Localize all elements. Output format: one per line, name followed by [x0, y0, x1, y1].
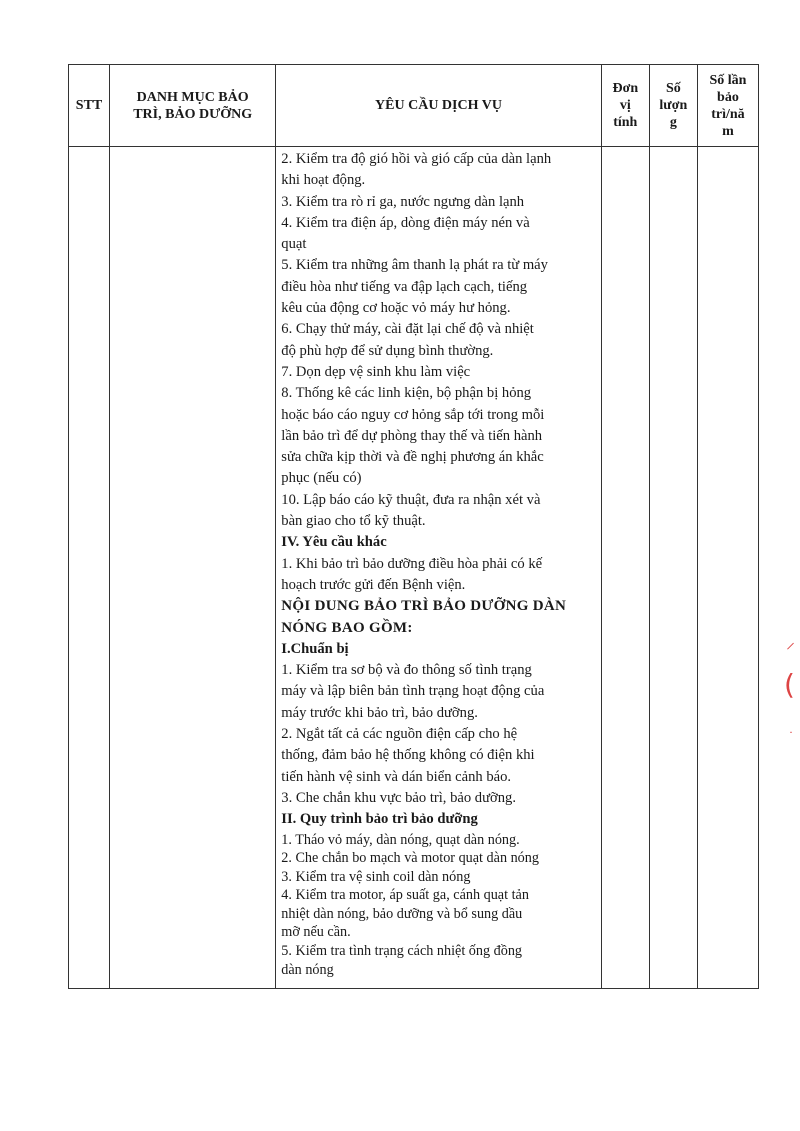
body-line: điều hòa như tiếng va đập lạch cạch, tiếng — [281, 278, 528, 295]
header-quantity-line-2: lượn — [659, 98, 688, 113]
section-title: II. Quy trình bảo trì bảo dưỡng — [281, 811, 478, 828]
body-line: 3. Che chắn khu vực bảo trì, bảo dưỡng. — [281, 789, 516, 806]
header-times-line-1: Số lần — [709, 72, 747, 88]
body-line: 8. Thống kê các linh kiện, bộ phận bị hỏng — [281, 385, 532, 402]
header-requirement: YÊU CẦU DỊCH VỤ — [276, 65, 601, 147]
cell-quantity — [649, 147, 697, 989]
stamp-mark-dot: ˙ — [788, 730, 794, 744]
section-title: IV. Yêu cầu khác — [281, 534, 387, 551]
body-line: lần bảo trì để dự phòng thay thế và tiến hành — [281, 427, 543, 444]
cell-times — [697, 147, 758, 989]
body-line: nhiệt dàn nóng, bảo dưỡng và bổ sung dầu — [281, 905, 523, 922]
body-line: thống, đảm bảo hệ thống không có điện khi — [281, 747, 535, 764]
body-line: 3. Kiểm tra rò rỉ ga, nước ngưng dàn lạnh — [281, 193, 525, 210]
body-line: 2. Kiểm tra độ gió hồi và gió cấp của dàn lạnh — [281, 151, 552, 167]
body-line: bàn giao cho tổ kỹ thuật. — [281, 513, 426, 530]
body-line: 2. Che chắn bo mạch và motor quạt dàn nóng — [281, 850, 539, 867]
outdoor-title-line-1: NỘI DUNG BẢO TRÌ BẢO DƯỠNG DÀN — [281, 598, 567, 615]
body-line: máy và lập biên bản tình trạng hoạt động của — [281, 683, 545, 700]
body-line: 6. Chạy thử máy, cài đặt lại chế độ và nhiệt — [281, 321, 534, 338]
body-line: tiến hành vệ sinh và dán biển cảnh báo. — [281, 768, 512, 785]
body-line: độ phù hợp để sử dụng bình thường. — [281, 342, 494, 359]
outdoor-title-line-2: NÓNG BAO GỒM: — [281, 619, 413, 636]
cell-unit — [601, 147, 649, 989]
stamp-mark-arc: ( — [784, 668, 795, 701]
body-line: quạt — [281, 236, 307, 253]
header-unit-line-1: Đơn — [612, 81, 639, 96]
body-line: 1. Khi bảo trì bảo dưỡng điều hòa phải có kế — [281, 555, 543, 572]
header-category — [110, 65, 276, 147]
header-quantity-line-3: g — [669, 115, 677, 130]
body-line: 10. Lập báo cáo kỹ thuật, đưa ra nhận xét và — [281, 491, 541, 508]
maintenance-table — [68, 64, 759, 989]
cell-category — [110, 147, 276, 989]
service-steps — [281, 149, 596, 532]
header-quantity-line-1: Số — [665, 81, 681, 96]
header-unit-line-2: vị — [619, 98, 631, 113]
header-times — [697, 65, 758, 147]
cell-stt — [69, 147, 110, 989]
body-line: hoạch trước gửi đến Bệnh viện. — [281, 576, 466, 593]
table-header-row — [69, 65, 759, 147]
body-line: khi hoạt động. — [281, 172, 366, 189]
header-unit-line-3: tính — [613, 115, 638, 130]
header-quantity — [649, 65, 697, 147]
body-line: 4. Kiểm tra motor, áp suất ga, cánh quạt tản — [281, 887, 529, 904]
header-stt: STT — [69, 65, 110, 147]
header-times-line-2: bảo — [717, 89, 739, 105]
section-other-requirements — [281, 532, 596, 596]
section-title: I.Chuẩn bị — [281, 640, 349, 657]
header-category-line-1: DANH MỤC BẢO — [136, 89, 249, 105]
header-category-line-2: TRÌ, BẢO DƯỠNG — [133, 106, 253, 122]
body-line: 7. Dọn dẹp vệ sinh khu làm việc — [281, 363, 471, 380]
header-unit — [601, 65, 649, 147]
body-line: dàn nóng — [281, 961, 334, 978]
body-line: 5. Kiểm tra tình trạng cách nhiệt ống đồng — [281, 943, 523, 960]
procedure-steps — [281, 831, 596, 980]
header-times-line-3: trì/nă — [711, 106, 745, 122]
body-line: mỡ nếu cần. — [281, 924, 351, 941]
header-times-line-4: m — [722, 123, 734, 139]
body-line: hoặc báo cáo nguy cơ hỏng sắp tới trong mỗi — [281, 406, 545, 423]
body-line: 5. Kiểm tra những âm thanh lạ phát ra từ máy — [281, 257, 548, 274]
stamp-mark-fragment: ⸝ — [786, 632, 795, 653]
table-row — [69, 147, 759, 989]
cell-requirement — [276, 147, 601, 989]
body-line: 4. Kiểm tra điện áp, dòng điện máy nén và — [281, 214, 530, 231]
body-line: 1. Kiểm tra sơ bộ và đo thông số tình trạng — [281, 662, 532, 679]
body-line: 1. Tháo vỏ máy, dàn nóng, quạt dàn nóng. — [281, 831, 520, 848]
body-line: phục (nếu có) — [281, 470, 362, 487]
body-line: 2. Ngắt tất cả các nguồn điện cấp cho hệ — [281, 726, 518, 743]
section-outdoor-unit — [281, 596, 596, 979]
body-line: sửa chữa kịp thời và đề nghị phương án khắc — [281, 449, 544, 466]
body-line: 3. Kiểm tra vệ sinh coil dàn nóng — [281, 868, 471, 885]
body-line: kêu của động cơ hoặc vỏ máy hư hỏng. — [281, 300, 511, 317]
body-line: máy trước khi bảo trì, bảo dưỡng. — [281, 704, 478, 721]
